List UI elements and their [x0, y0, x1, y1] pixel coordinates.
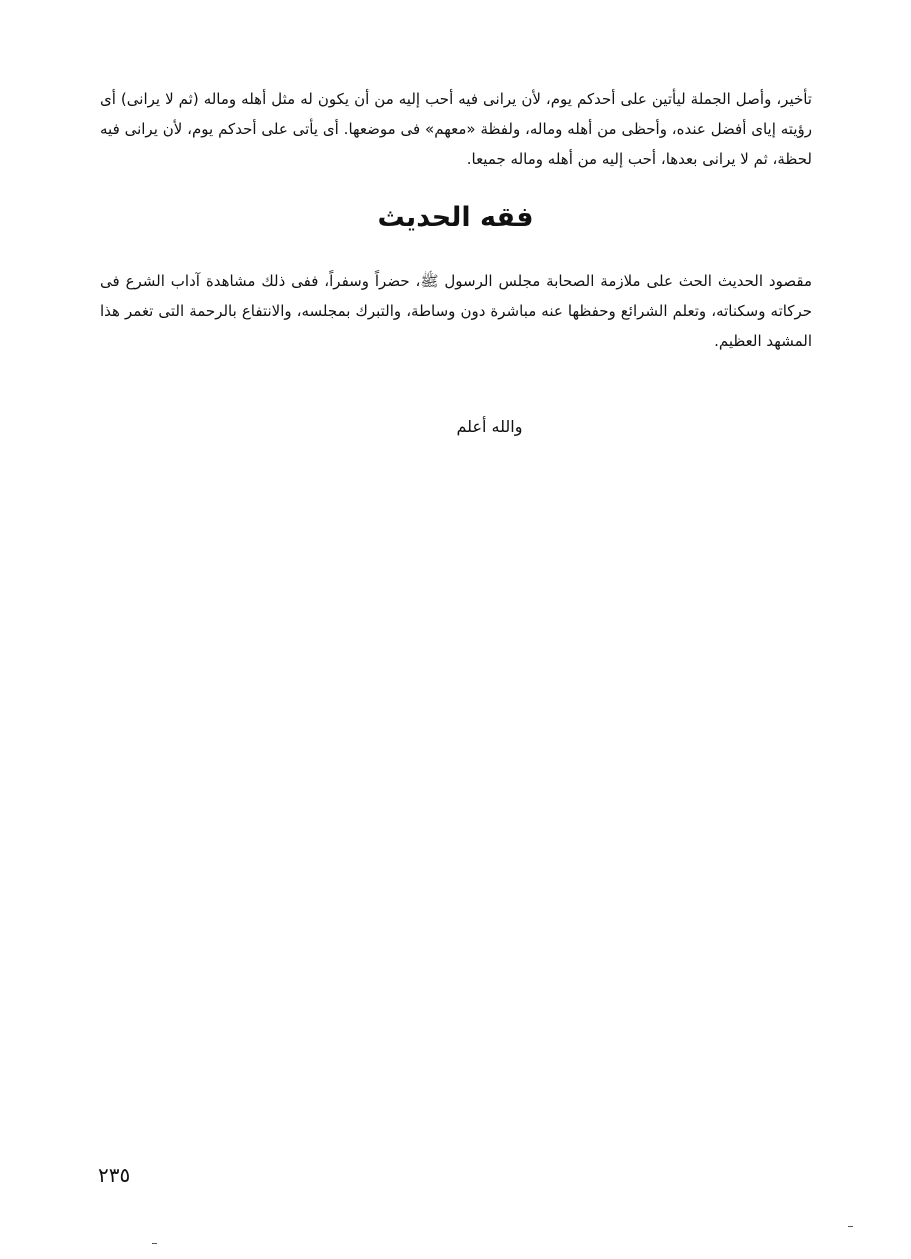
scan-speck [152, 1243, 157, 1244]
closing-phrase-text: والله أعلم [456, 417, 523, 436]
scan-speck [848, 1226, 853, 1227]
closing-phrase [0, 412, 911, 442]
page-number: ٢٣٥ [98, 1163, 131, 1187]
hadith-jurisprudence-paragraph: مقصود الحديث الحث على ملازمة الصحابة مجلس الرسول ﷺ، حضراً وسفراً، ففى ذلك مشاهدة آداب الشرع فى حركاته وسكناته، وتعلم الشرائع وحفظها عنه مباشرة دون وساطة، والتبرك بمجلسه، والانتفاع بالرحمة التى تغمر هذا المشهد العظيم. [100, 272, 812, 350]
section-heading: فقه الحديث [377, 202, 534, 233]
hadith-explanation-paragraph: تأخير، وأصل الجملة ليأتين على أحدكم يوم، لأن يرانى فيه أحب إليه من أن يكون له مثل أهله وماله (ثم لا يرانى) أى رؤيته إياى أفضل عنده، وأحظى من أهله وماله، ولفظة «معهم» فى موضعها. أى يأتى على أحدكم يوم، لأن يرانى فيه لحظة، ثم لا يرانى بعدها، أحب إليه من أهله وماله جميعا. [100, 90, 812, 168]
